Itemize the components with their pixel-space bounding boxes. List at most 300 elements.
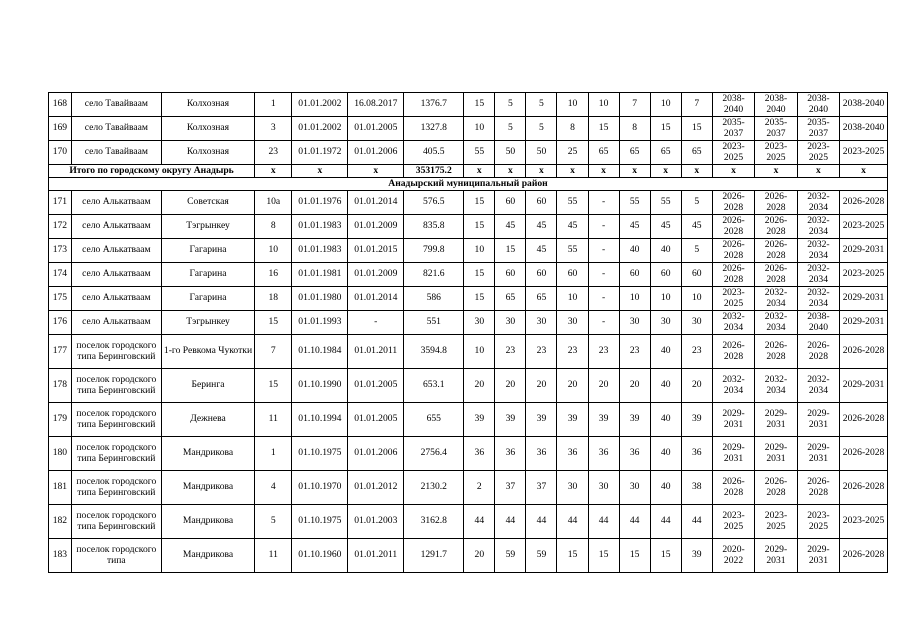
value-cell: 55	[557, 191, 588, 215]
value-cell: 55	[650, 191, 681, 215]
total-cell: x	[650, 165, 681, 178]
value-cell: 25	[557, 141, 588, 165]
value-cell: 44	[557, 505, 588, 539]
value-cell: 30	[619, 311, 650, 335]
total-cell: x	[681, 165, 712, 178]
value-cell: 36	[681, 437, 712, 471]
value-cell: 40	[650, 335, 681, 369]
row-number-cell: 169	[49, 117, 72, 141]
value-cell: 59	[526, 539, 557, 573]
value-cell: 7	[681, 93, 712, 117]
area-cell: 1376.7	[404, 93, 464, 117]
value-cell: 45	[526, 239, 557, 263]
value-cell: 20	[526, 369, 557, 403]
date-cell: 01.01.2014	[348, 287, 404, 311]
value-cell: 5	[526, 93, 557, 117]
value-cell: 10	[557, 287, 588, 311]
total-cell: x	[292, 165, 348, 178]
value-cell: 37	[495, 471, 526, 505]
period-cell: 2038-2040	[712, 93, 754, 117]
total-cell: x	[588, 165, 619, 178]
value-cell: 36	[588, 437, 619, 471]
value-cell: 15	[557, 539, 588, 573]
row-number-cell: 181	[49, 471, 72, 505]
street-cell: Мандрикова	[161, 437, 254, 471]
value-cell: 44	[681, 505, 712, 539]
settlement-cell: поселок городского типа Беринговский	[71, 471, 161, 505]
value-cell: 45	[557, 215, 588, 239]
date-cell: 01.01.2005	[348, 117, 404, 141]
value-cell: 5	[495, 93, 526, 117]
street-cell: Колхозная	[161, 141, 254, 165]
value-cell: 15	[464, 93, 495, 117]
house-number-cell: 1	[255, 93, 292, 117]
street-cell: Беринга	[161, 369, 254, 403]
value-cell: 39	[619, 403, 650, 437]
section-row	[49, 178, 888, 191]
value-cell: 36	[495, 437, 526, 471]
area-cell: 2130.2	[404, 471, 464, 505]
date-cell: 01.10.1994	[292, 403, 348, 437]
row-number-cell: 182	[49, 505, 72, 539]
area-cell: 2756.4	[404, 437, 464, 471]
value-cell: 65	[526, 287, 557, 311]
row-number-cell: 168	[49, 93, 72, 117]
value-cell: 55	[464, 141, 495, 165]
period-cell: 2029-2031	[840, 287, 888, 311]
date-cell: 01.01.2012	[348, 471, 404, 505]
period-cell: 2026-2028	[712, 263, 754, 287]
period-cell: 2029-2031	[840, 369, 888, 403]
table-row	[49, 369, 888, 403]
value-cell: 10	[650, 93, 681, 117]
value-cell: 20	[681, 369, 712, 403]
date-cell: 01.01.1983	[292, 215, 348, 239]
value-cell: 2	[464, 471, 495, 505]
value-cell: 36	[557, 437, 588, 471]
period-cell: 2029-2031	[840, 239, 888, 263]
period-cell: 2026-2028	[755, 239, 797, 263]
area-cell: 835.8	[404, 215, 464, 239]
period-cell: 2026-2028	[755, 335, 797, 369]
value-cell: 50	[526, 141, 557, 165]
period-cell: 2032-2034	[755, 311, 797, 335]
value-cell: 65	[619, 141, 650, 165]
period-cell: 2032-2034	[797, 215, 839, 239]
value-cell: 30	[650, 311, 681, 335]
table-row	[49, 93, 888, 117]
date-cell: 01.01.2009	[348, 263, 404, 287]
period-cell: 2032-2034	[712, 311, 754, 335]
settlement-cell: село Алькатваам	[71, 215, 161, 239]
value-cell: 30	[557, 311, 588, 335]
date-cell: 01.01.2005	[348, 369, 404, 403]
settlement-cell: поселок городского типа Беринговский	[71, 437, 161, 471]
period-cell: 2029-2031	[797, 539, 839, 573]
row-number-cell: 179	[49, 403, 72, 437]
value-cell: 5	[681, 191, 712, 215]
period-cell: 2023-2025	[840, 215, 888, 239]
date-cell: 01.01.2011	[348, 539, 404, 573]
area-cell: 799.8	[404, 239, 464, 263]
house-number-cell: 11	[255, 403, 292, 437]
period-cell: 2035-2037	[755, 117, 797, 141]
table-row	[49, 437, 888, 471]
area-cell: 405.5	[404, 141, 464, 165]
value-cell: 39	[526, 403, 557, 437]
table-row	[49, 141, 888, 165]
value-cell: 40	[619, 239, 650, 263]
value-cell: -	[588, 191, 619, 215]
house-number-cell: 18	[255, 287, 292, 311]
value-cell: 60	[495, 263, 526, 287]
value-cell: 44	[495, 505, 526, 539]
value-cell: 15	[464, 215, 495, 239]
total-cell: x	[348, 165, 404, 178]
value-cell: 30	[526, 311, 557, 335]
value-cell: 40	[650, 471, 681, 505]
value-cell: 30	[619, 471, 650, 505]
period-cell: 2023-2025	[712, 287, 754, 311]
area-cell: 576.5	[404, 191, 464, 215]
period-cell: 2023-2025	[797, 505, 839, 539]
period-cell: 2038-2040	[797, 93, 839, 117]
period-cell: 2029-2031	[712, 403, 754, 437]
settlement-cell: село Тавайваам	[71, 93, 161, 117]
value-cell: 44	[619, 505, 650, 539]
settlement-cell: село Алькатваам	[71, 263, 161, 287]
value-cell: 10	[681, 287, 712, 311]
table-row	[49, 191, 888, 215]
table-row	[49, 539, 888, 573]
value-cell: 15	[495, 239, 526, 263]
date-cell: 01.01.1972	[292, 141, 348, 165]
area-cell: 551	[404, 311, 464, 335]
value-cell: 45	[619, 215, 650, 239]
value-cell: 10	[588, 93, 619, 117]
period-cell: 2029-2031	[755, 403, 797, 437]
period-cell: 2026-2028	[712, 335, 754, 369]
value-cell: 59	[495, 539, 526, 573]
value-cell: 5	[681, 239, 712, 263]
value-cell: 20	[619, 369, 650, 403]
value-cell: 8	[619, 117, 650, 141]
section-heading: Анадырский муниципальный район	[49, 178, 888, 191]
table-row	[49, 403, 888, 437]
row-number-cell: 177	[49, 335, 72, 369]
value-cell: 60	[557, 263, 588, 287]
street-cell: Мандрикова	[161, 505, 254, 539]
date-cell: 01.01.2014	[348, 191, 404, 215]
settlement-cell: поселок городского типа Беринговский	[71, 369, 161, 403]
value-cell: 55	[557, 239, 588, 263]
period-cell: 2023-2025	[840, 505, 888, 539]
period-cell: 2023-2025	[840, 141, 888, 165]
street-cell: Дежнева	[161, 403, 254, 437]
house-number-cell: 15	[255, 369, 292, 403]
value-cell: 10	[464, 239, 495, 263]
street-cell: 1-го Ревкома Чукотки	[161, 335, 254, 369]
value-cell: 39	[681, 403, 712, 437]
date-cell: 01.01.2009	[348, 215, 404, 239]
period-cell: 2032-2034	[797, 369, 839, 403]
house-number-cell: 23	[255, 141, 292, 165]
date-cell: 01.01.2015	[348, 239, 404, 263]
street-cell: Советская	[161, 191, 254, 215]
house-number-cell: 10	[255, 239, 292, 263]
date-cell: 01.10.1975	[292, 437, 348, 471]
total-cell: x	[755, 165, 797, 178]
total-cell: x	[619, 165, 650, 178]
value-cell: 20	[495, 369, 526, 403]
value-cell: 5	[526, 117, 557, 141]
date-cell: 01.01.1993	[292, 311, 348, 335]
value-cell: 15	[681, 117, 712, 141]
row-number-cell: 174	[49, 263, 72, 287]
value-cell: 44	[526, 505, 557, 539]
street-cell: Мандрикова	[161, 471, 254, 505]
value-cell: 65	[495, 287, 526, 311]
period-cell: 2035-2037	[797, 117, 839, 141]
period-cell: 2023-2025	[797, 141, 839, 165]
table-row	[49, 287, 888, 311]
house-number-cell: 8	[255, 215, 292, 239]
value-cell: 40	[650, 437, 681, 471]
total-row	[49, 165, 888, 178]
street-cell: Колхозная	[161, 117, 254, 141]
value-cell: 65	[650, 141, 681, 165]
value-cell: 10	[557, 93, 588, 117]
period-cell: 2026-2028	[797, 471, 839, 505]
date-cell: 01.01.1983	[292, 239, 348, 263]
period-cell: 2029-2031	[797, 403, 839, 437]
table-row	[49, 505, 888, 539]
value-cell: 44	[650, 505, 681, 539]
row-number-cell: 178	[49, 369, 72, 403]
period-cell: 2026-2028	[840, 335, 888, 369]
date-cell: 01.01.2006	[348, 141, 404, 165]
value-cell: 23	[495, 335, 526, 369]
street-cell: Гагарина	[161, 287, 254, 311]
value-cell: 39	[495, 403, 526, 437]
total-cell: x	[464, 165, 495, 178]
value-cell: 23	[681, 335, 712, 369]
street-cell: Мандрикова	[161, 539, 254, 573]
period-cell: 2038-2040	[755, 93, 797, 117]
date-cell: -	[348, 311, 404, 335]
period-cell: 2023-2025	[755, 505, 797, 539]
value-cell: 45	[650, 215, 681, 239]
date-cell: 01.10.1984	[292, 335, 348, 369]
period-cell: 2020-2022	[712, 539, 754, 573]
total-cell: x	[557, 165, 588, 178]
value-cell: 8	[557, 117, 588, 141]
date-cell: 01.10.1990	[292, 369, 348, 403]
value-cell: 44	[588, 505, 619, 539]
period-cell: 2032-2034	[797, 263, 839, 287]
value-cell: 15	[588, 539, 619, 573]
period-cell: 2026-2028	[712, 215, 754, 239]
house-number-cell: 11	[255, 539, 292, 573]
period-cell: 2026-2028	[755, 191, 797, 215]
date-cell: 01.10.1975	[292, 505, 348, 539]
value-cell: -	[588, 311, 619, 335]
value-cell: 60	[681, 263, 712, 287]
house-number-cell: 4	[255, 471, 292, 505]
value-cell: 65	[588, 141, 619, 165]
street-cell: Гагарина	[161, 263, 254, 287]
settlement-cell: село Алькатваам	[71, 287, 161, 311]
period-cell: 2026-2028	[755, 263, 797, 287]
value-cell: 7	[619, 93, 650, 117]
table-row	[49, 239, 888, 263]
period-cell: 2026-2028	[840, 539, 888, 573]
settlement-cell: село Алькатваам	[71, 239, 161, 263]
period-cell: 2032-2034	[712, 369, 754, 403]
street-cell: Тэгрынкеу	[161, 311, 254, 335]
period-cell: 2026-2028	[712, 191, 754, 215]
date-cell: 01.01.2002	[292, 117, 348, 141]
value-cell: 30	[681, 311, 712, 335]
date-cell: 01.10.1960	[292, 539, 348, 573]
period-cell: 2026-2028	[712, 471, 754, 505]
house-number-cell: 15	[255, 311, 292, 335]
table-row	[49, 311, 888, 335]
period-cell: 2023-2025	[712, 141, 754, 165]
row-number-cell: 171	[49, 191, 72, 215]
area-cell: 655	[404, 403, 464, 437]
total-cell: x	[840, 165, 888, 178]
total-label-cell: Итого по городскому округу Анадырь	[49, 165, 255, 178]
value-cell: -	[588, 263, 619, 287]
table-row	[49, 215, 888, 239]
value-cell: 36	[464, 437, 495, 471]
value-cell: 15	[650, 117, 681, 141]
value-cell: -	[588, 239, 619, 263]
value-cell: -	[588, 287, 619, 311]
period-cell: 2032-2034	[797, 287, 839, 311]
value-cell: 15	[464, 287, 495, 311]
house-number-cell: 7	[255, 335, 292, 369]
value-cell: 40	[650, 403, 681, 437]
value-cell: 44	[464, 505, 495, 539]
value-cell: 20	[588, 369, 619, 403]
period-cell: 2026-2028	[840, 437, 888, 471]
date-cell: 01.01.1981	[292, 263, 348, 287]
period-cell: 2023-2025	[712, 505, 754, 539]
settlement-cell: село Тавайваам	[71, 117, 161, 141]
period-cell: 2029-2031	[755, 437, 797, 471]
period-cell: 2038-2040	[840, 93, 888, 117]
value-cell: 55	[619, 191, 650, 215]
row-number-cell: 180	[49, 437, 72, 471]
value-cell: 30	[557, 471, 588, 505]
area-cell: 3162.8	[404, 505, 464, 539]
value-cell: 38	[681, 471, 712, 505]
area-cell: 821.6	[404, 263, 464, 287]
date-cell: 16.08.2017	[348, 93, 404, 117]
value-cell: 23	[526, 335, 557, 369]
value-cell: 30	[495, 311, 526, 335]
area-cell: 653.1	[404, 369, 464, 403]
period-cell: 2026-2028	[755, 215, 797, 239]
house-number-cell: 16	[255, 263, 292, 287]
total-cell: x	[712, 165, 754, 178]
house-number-cell: 5	[255, 505, 292, 539]
house-number-cell: 1	[255, 437, 292, 471]
area-cell: 3594.8	[404, 335, 464, 369]
settlement-cell: село Алькатваам	[71, 191, 161, 215]
value-cell: 65	[681, 141, 712, 165]
date-cell: 01.01.1976	[292, 191, 348, 215]
row-number-cell: 175	[49, 287, 72, 311]
total-cell: x	[526, 165, 557, 178]
period-cell: 2026-2028	[797, 335, 839, 369]
period-cell: 2032-2034	[755, 287, 797, 311]
row-number-cell: 170	[49, 141, 72, 165]
value-cell: 10	[619, 287, 650, 311]
value-cell: 20	[557, 369, 588, 403]
date-cell: 01.01.2002	[292, 93, 348, 117]
value-cell: 15	[588, 117, 619, 141]
value-cell: 20	[464, 369, 495, 403]
area-cell: 586	[404, 287, 464, 311]
date-cell: 01.01.2005	[348, 403, 404, 437]
value-cell: 39	[588, 403, 619, 437]
street-cell: Гагарина	[161, 239, 254, 263]
value-cell: -	[588, 215, 619, 239]
value-cell: 60	[495, 191, 526, 215]
street-cell: Тэгрынкеу	[161, 215, 254, 239]
period-cell: 2032-2034	[755, 369, 797, 403]
date-cell: 01.01.2011	[348, 335, 404, 369]
value-cell: 20	[464, 539, 495, 573]
row-number-cell: 173	[49, 239, 72, 263]
period-cell: 2023-2025	[840, 263, 888, 287]
settlement-cell: поселок городского типа Беринговский	[71, 403, 161, 437]
value-cell: 30	[464, 311, 495, 335]
house-number-cell: 3	[255, 117, 292, 141]
value-cell: 39	[464, 403, 495, 437]
house-number-cell: 10а	[255, 191, 292, 215]
total-area-cell: 353175.2	[404, 165, 464, 178]
value-cell: 60	[526, 191, 557, 215]
date-cell: 01.01.1980	[292, 287, 348, 311]
row-number-cell: 176	[49, 311, 72, 335]
period-cell: 2026-2028	[840, 191, 888, 215]
value-cell: 36	[526, 437, 557, 471]
period-cell: 2023-2025	[755, 141, 797, 165]
housing-register-table	[48, 92, 888, 573]
date-cell: 01.01.2006	[348, 437, 404, 471]
value-cell: 5	[495, 117, 526, 141]
table-row	[49, 335, 888, 369]
period-cell: 2032-2034	[797, 239, 839, 263]
settlement-cell: село Алькатваам	[71, 311, 161, 335]
period-cell: 2026-2028	[840, 471, 888, 505]
settlement-cell: село Тавайваам	[71, 141, 161, 165]
period-cell: 2035-2037	[712, 117, 754, 141]
settlement-cell: поселок городского типа	[71, 539, 161, 573]
period-cell: 2029-2031	[755, 539, 797, 573]
settlement-cell: поселок городского типа Беринговский	[71, 505, 161, 539]
value-cell: 10	[464, 117, 495, 141]
period-cell: 2032-2034	[797, 191, 839, 215]
value-cell: 30	[588, 471, 619, 505]
value-cell: 45	[526, 215, 557, 239]
total-cell: x	[255, 165, 292, 178]
total-cell: x	[797, 165, 839, 178]
